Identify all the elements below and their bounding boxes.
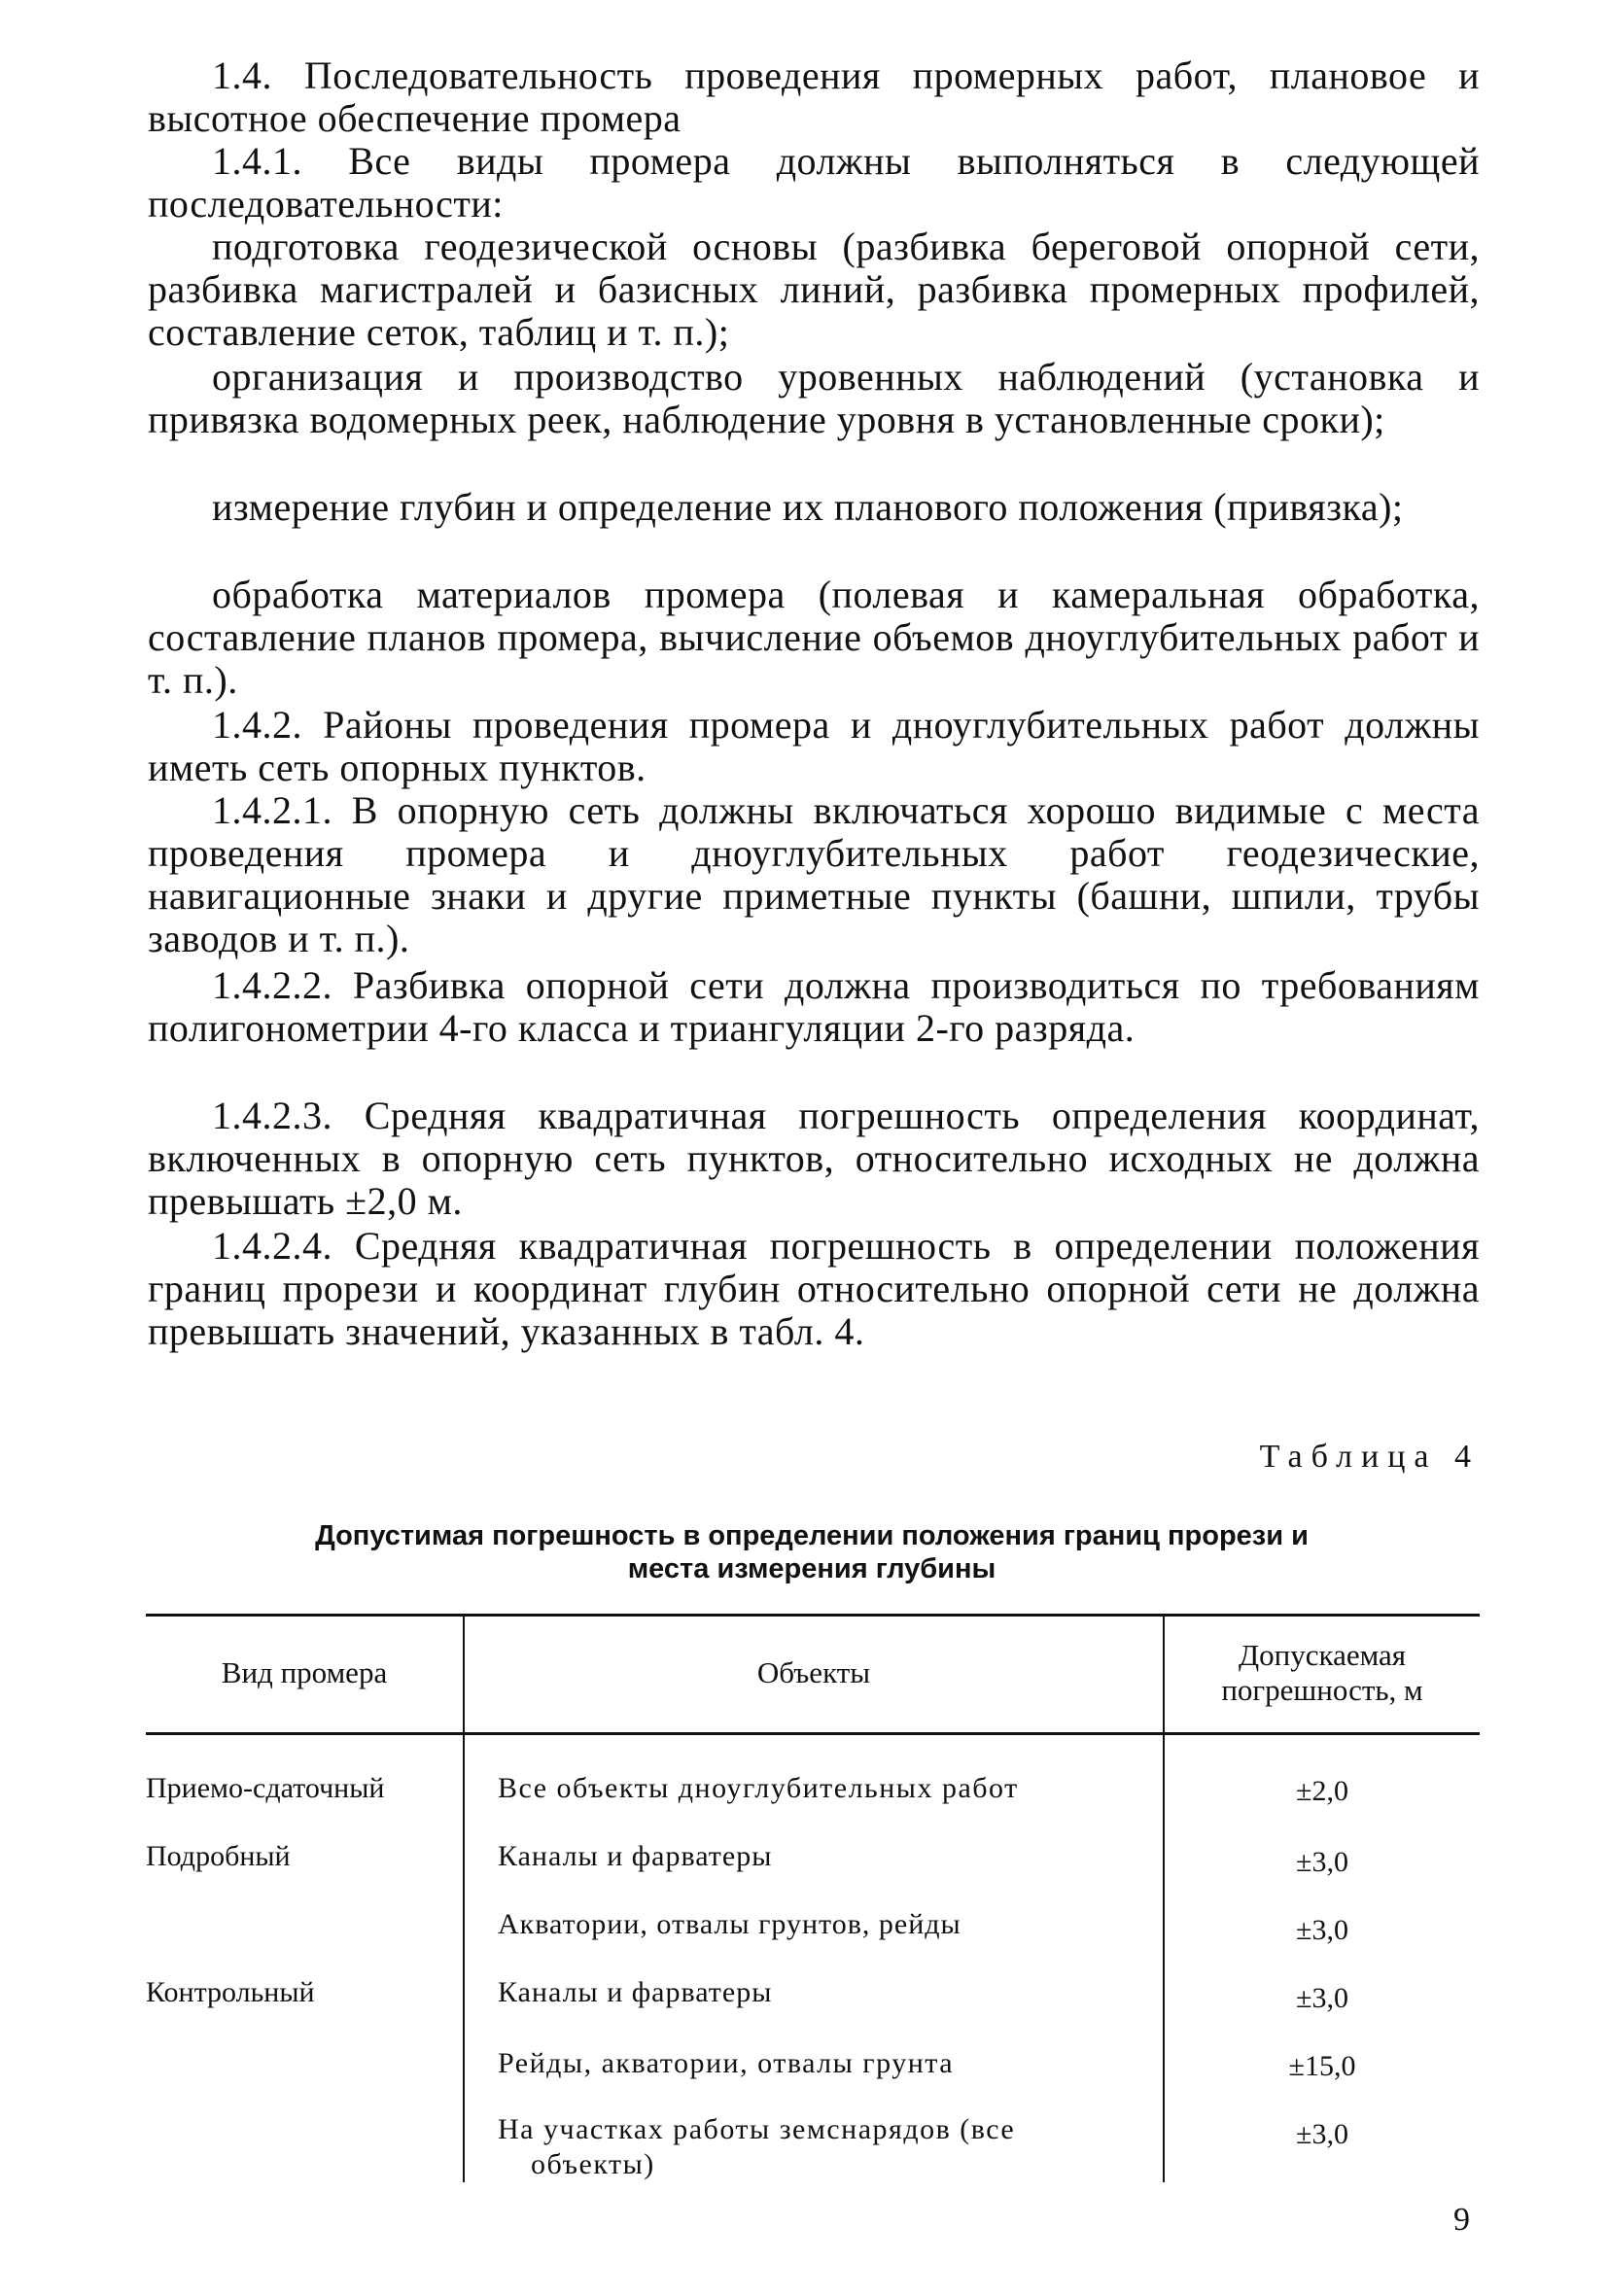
- table-cell-object: Рейды, акватории, отвалы грунта: [498, 2047, 955, 2079]
- paragraph: 1.4.1. Все виды промера должны выполняться в следующей последовательности:: [148, 139, 1480, 226]
- table-column-divider: [463, 1735, 465, 2182]
- table-title-line: места измерения глубины: [627, 1553, 996, 1584]
- table-cell-object: Каналы и фарватеры: [498, 1840, 773, 1872]
- paragraph: 1.4.2. Районы проведения промера и дноуглубительных работ должны иметь сеть опорных пунктов.: [148, 703, 1480, 789]
- page-number: 9: [1453, 2202, 1470, 2238]
- table-cell-value: ±3,0: [1296, 1846, 1348, 1878]
- cell-line: На участках работы земснарядов (все: [498, 2113, 1016, 2145]
- paragraph: подготовка геодезической основы (разбивка береговой опорной сети, разбивка магистралей и базисных линий, разбивка промерных профилей, составление сеток, таблиц и т. п.);: [148, 225, 1480, 354]
- table-cell-value: ±15,0: [1288, 2050, 1356, 2082]
- table-cell-object: Все объекты дноуглубительных работ: [498, 1772, 1019, 1804]
- table-cell-type: Контрольный: [146, 1976, 315, 2008]
- header-line: погрешность, м: [1221, 1673, 1423, 1707]
- table-cell-type: Подробный: [146, 1840, 291, 1872]
- table-cell-value: ±2,0: [1296, 1775, 1348, 1807]
- table-cell-value: ±3,0: [1296, 1914, 1348, 1946]
- column-header-objects: Объекты: [756, 1655, 871, 1689]
- table-header-rule: [146, 1732, 1480, 1735]
- paragraph: 1.4.2.3. Средняя квадратичная погрешность определения координат, включенных в опорную сеть пунктов, относительно исходных не должна превышать ±2,0 м.: [148, 1094, 1480, 1223]
- table-top-rule: [146, 1614, 1480, 1617]
- table-cell-value: ±3,0: [1296, 2118, 1348, 2150]
- paragraph: измерение глубин и определение их планового положения (привязка);: [212, 485, 1404, 529]
- table-title: [146, 1519, 1478, 1585]
- header-line: Допускаемая: [1238, 1638, 1407, 1672]
- table-column-divider: [1163, 1735, 1165, 2182]
- table-cell-object: Каналы и фарватеры: [498, 1976, 773, 2008]
- paragraph: 1.4.2.1. В опорную сеть должны включаться хорошо видимые с места проведения промера и дноуглубительных работ геодезические, навигационные знаки и другие приметные пункты (башни, шпили, трубы заводов и т. п.).: [148, 788, 1480, 960]
- table-cell-object: Акватории, отвалы грунтов, рейды: [498, 1908, 961, 1940]
- column-header-type: Вид промера: [221, 1655, 388, 1689]
- section-heading: 1.4. Последовательность проведения промерных работ, плановое и высотное обеспечение промера: [148, 53, 1480, 140]
- table-cell-type: Приемо-сдаточный: [146, 1772, 385, 1804]
- table-label: Таблица 4: [1259, 1439, 1480, 1475]
- cell-line: объекты): [531, 2148, 655, 2180]
- table-cell-value: ±3,0: [1296, 1982, 1348, 2014]
- paragraph: организация и производство уровенных наблюдений (установка и привязка водомерных реек, наблюдение уровня в установленные сроки);: [148, 355, 1480, 441]
- table-cell-object: [498, 2112, 1015, 2182]
- paragraph: 1.4.2.4. Средняя квадратичная погрешность в определении положения границ прорези и координат глубин относительно опорной сети не должна превышать значений, указанных в табл. 4.: [148, 1224, 1480, 1353]
- table-title-line: Допустимая погрешность в определении положения границ прорези и: [315, 1520, 1309, 1551]
- paragraph: обработка материалов промера (полевая и камеральная обработка, составление планов промера, вычисление объемов дноуглубительных работ и т. п.).: [148, 573, 1480, 702]
- paragraph: 1.4.2.2. Разбивка опорной сети должна производиться по требованиям полигонометрии 4-го класса и триангуляции 2-го разряда.: [148, 963, 1480, 1050]
- column-header-error: [1165, 1638, 1480, 1708]
